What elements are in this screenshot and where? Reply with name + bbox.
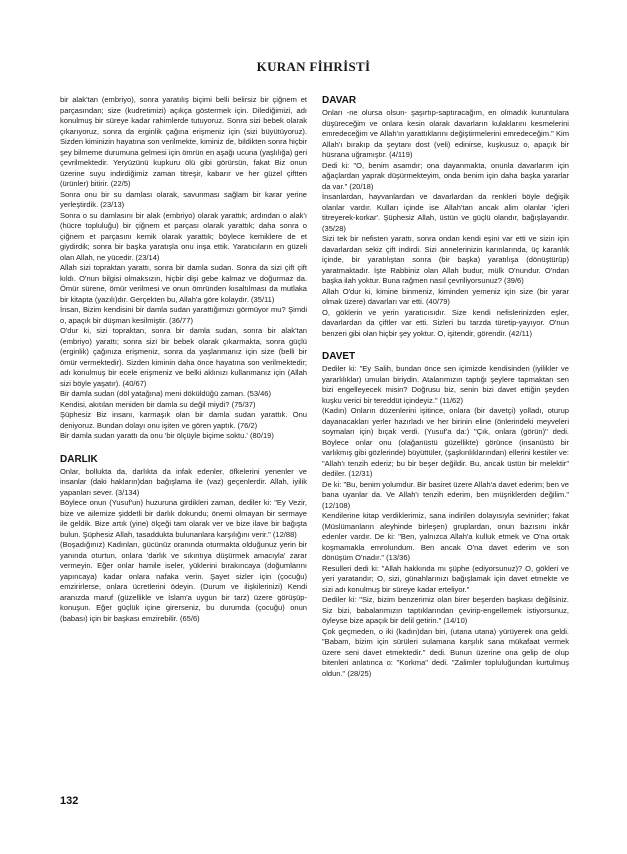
- paragraph: De ki: "Bu, benim yolumdur. Bir basiret üzere Allah'a davet ederim; ben ve bana uyanlar da. Ve Allah'ı tenzih ederim, ben müşriklerden değilim." (12/108): [322, 479, 569, 510]
- paragraph: Onları -ne olursa olsun- şaşırtıp-saptıracağım, en olmadık kuruntulara düşüreceğim ve onlara kesin olarak davarların kulaklarını kesmelerini emredeceğim ve Allah'ın yarattıklarını değiştirmelerini emredeceğim." Kim Allah'ı bırakıp da şeytanı dost (veli) edinirse, kuşkusuz o, apaçık bir hüsrana uğramıştır. (4/119): [322, 108, 569, 159]
- page-number: 132: [60, 795, 79, 807]
- section-spacer: [322, 339, 569, 351]
- paragraph: Dediler ki: "Siz, bizim benzerimiz olan birer beşerden başkası değilsiniz. Siz bizi, babalarımızın taptıklarından çevirip-engellemek istiyorsunuz, öyleyse bize apaçık bir delil getirin." (14/10): [322, 595, 569, 625]
- section-davet: [322, 351, 569, 679]
- paragraph: O'dur ki, sizi topraktan, sonra bir damla sudan, sonra bir alak'tan (embriyo) yarattı; sonra sizi bir bebek olarak çıkarmakta, sonra güçlü (erginlik) çağınıza erişmeniz, sonra da yaşlanmanız için size (belli bir ömür vermektedir). Sizden kiminin daha önce hayatına son verilmektedir; adı konulmuş bir ecele erişmeniz ve belki aklınızı kullanmanız için (Allah sizi böyle yaşatır). (40/67): [60, 326, 307, 388]
- paragraph: Şüphesiz Biz insanı, karmaşık olan bir damla sudan yarattık. Onu deniyoruz. Bundan dolayı onu işiten ve gören yaptık. (76/2): [60, 410, 307, 430]
- paragraph: Çok geçmeden, o iki (kadın)dan biri, (utana utana) yürüyerek ona geldi. "Babam, bizim için sürüleri sulamana karşılık sana mükafaat vermek üzere seni davet etmektedir." dedi. Bunun üzerine ona gelip de olup bitenleri anlatınca o: "Korkma" dedi. "Zalimler topluluğundan kurtulmuş oldun." (28/25): [322, 626, 569, 678]
- section-heading: DAVET: [322, 351, 356, 362]
- paragraph: (Boşadığınız) Kadınları, gücünüz oranında oturmakta olduğunuz yerin bir yanında oturtun, onlara 'darlık ve sıkıntıya düşürmek amacıyla' zarar vermeyin. Eğer onlar hamile iseler, yüklerini bırakıncaya (doğumlarını yapıncaya) kadar onlara nafaka verin. Şayet sizler için (çocuğu) emzirirlerse, onlara ücretlerini ödeyin. (Durum ve ilişkilerinizi) Kendi aranızda maruf (güzellikle ve İslam'a uygun bir tarz) üzere görüşüp-konuşun. Eğer güçlük içine girerseniz, bu durumda (çocuğu) onun (babası) için bir başkası emzirebilir. (65/6): [60, 540, 307, 623]
- paragraph: Böylece onun (Yusuf'un) huzuruna girdikleri zaman, dediler ki: "Ey Vezir, bize ve ailemize şiddetli bir darlık dokundu; önemi olmayan bir sermaye ile geldik. Bize artık (yine) ölçeği tam olarak ver ve bize ilave bir bağışta bulun. Şüphesiz Allah, tasaddukta bulunanlara karşılığını verir." (12/88): [60, 498, 307, 539]
- paragraph: Kendilerine kitap verdiklerimiz, sana indirilen dolayısıyla sevinirler; fakat (Müslümanların aleyhinde birleşen) gruplardan, onun bazısını inkâr edenler vardır. De ki: "Ben, yalnızca Allah'a kulluk etmek ve O'na ortak koşmamakla emrolundum. Ben ancak O'na davet ederim ve son dönüşüm O'nadır." (13/36): [322, 511, 569, 562]
- right-column: [322, 95, 569, 679]
- paragraph: Sonra onu bir su damlası olarak, savunması sağlam bir karar yerine yerleştirdik. (23/13): [60, 189, 307, 209]
- paragraph: Resulleri dedi ki: "Allah hakkında mı şüphe (ediyorsunuz)? O, gökleri ve yeri yaratandır; O, sizi, günahlarınızı bağışlamak için davet etmekte ve sizi adı konulmuş bir süreye kadar erteliyor.": [322, 563, 569, 594]
- section-heading: DARLIK: [60, 453, 98, 465]
- section-spacer: [60, 442, 307, 454]
- paragraph: Dediler ki: "Ey Salih, bundan önce sen içimizde kendisinden (iyilikler ve yararlılıklar) umulan biriydin. Atalarımızın taptığı şeylere tapmaktan sen bizi engelleyecek misin? Doğrusu biz, senin bizi davet ettiğin şeyden kuşku verici bir tereddüt içindeyiz." (11/62): [322, 364, 569, 405]
- paragraph: Dedi ki: "O, benim asamdır; ona dayanmakta, onunla davarlarım için ağaçlardan yaprak düşürmekteyim, onda benim için daha başka yararlar da var." (20/18): [322, 160, 569, 191]
- paragraph: Bir damla sudan yarattı da onu 'bir ölçüyle biçime soktu.' (80/19): [60, 431, 274, 440]
- paragraph: Allah O'dur ki, kimine binmeniz, kiminden yemeniz için size (bir yarar olmak üzere) davarları var etti. (40/79): [322, 286, 569, 306]
- paragraph: Kendisi, akıtılan meniden bir damla su değil miydi? (75/37): [60, 399, 256, 409]
- section-heading: DAVAR: [322, 95, 357, 106]
- section-davar: [322, 95, 569, 339]
- paragraph: Onlar, bollukta da, darlıkta da infak edenler, öfkelerini yenenler ve insanlar (daki hakların)dan bağışlama ile (vaz) geçenlerdir. Allah, iyilik yapanları sever. (3/134): [60, 466, 307, 497]
- paragraph: Bir damla sudan (döl yatağına) meni döküldüğü zaman. (53/46): [60, 389, 272, 398]
- page-header-title: KURAN FİHRİSTİ: [256, 59, 371, 74]
- paragraph: Sizi tek bir nefisten yarattı, sonra ondan kendi eşini var etti ve sizin için davarlardan sekiz çift indirdi. Sizi annelerinizin karınlarında, üç karanlık içinde, bir yaratılıştan sonra (bir başka) yaratılışa (dönüştürüp) yaratmaktadır. İşte Rabbiniz olan Allah budur, mülk O'nundur. O'ndan başka ilah yoktur. Buna rağmen nasıl çevriliyorsunuz? (39/6): [322, 234, 569, 285]
- paragraph: Sonra o su damlasını bir alak (embriyo) olarak yarattık; ardından o alak'ı (hücre topluluğu) bir çiğnem et parçası olarak yarattık; daha sonra o çiğnem et parçasını kemik olarak yarattık; böylece kemiklere de et giydirdik; sonra bir başka yaratışla onu inşa ettik. Yaratıcıların en güzeli olan Allah, ne yücedir. (23/14): [60, 210, 307, 262]
- paragraph: O, göklerin ve yerin yaratıcısıdır. Size kendi nefislerinizden eşler, davarlardan da çiftler var etti. Sizleri bu tarzda türetip-yayıyor. O'nun benzeri gibi olan hiçbir şey yoktur. O, işitendir, görendir. (42/11): [322, 307, 569, 338]
- left-column: [60, 95, 307, 624]
- paragraph: İnsanlardan, hayvanlardan ve davarlardan da renkleri böyle değişik olanlar vardır. Kulları içinde ise Allah'tan ancak alim olanlar 'içleri titreyerek-korkar'. Şüphesiz Allah, üstün ve güçlü olandır, bağışlayandır. (35/28): [322, 192, 569, 233]
- paragraph: bir alak'tan (embriyo), sonra yaratılış biçimi belli belirsiz bir çiğnem et parçasından; size (kudretimizi) açıkça göstermek için. Dilediğimizi, adı konulmuş bir süreye kadar rahimlerde tutuyoruz. Sonra sizi bebek olarak çıkarıyoruz, sonra da erginlik çağına erişmeniz için (sizi büyütüyoruz). Sizden kiminizin hayatına son verilmekte, kiminiz de, bildikten sonra hiçbir şey bilmeme durumuna gelmesi için ömrün en aşağı ucuna (yaşlılığa) geri çevrilmektedir. Yeryüzünü kupkuru ölü gibi görürsün, fakat Biz onun üzerine suyu indirdiğimiz zaman titreşir, kabarır ve her güzel çiftten (ürünler) bitirir. (22/5): [60, 95, 307, 188]
- paragraph: İnsan, Bizim kendisini bir damla sudan yarattığımızı görmüyor mu? Şimdi o, apaçık bir düşman kesilmiştir. (36/77): [60, 305, 307, 325]
- paragraph: Allah sizi topraktan yarattı, sonra bir damla sudan. Sonra da sizi çift çift kıldı. O'nun bilgisi olmaksızın, hiçbir dişi gebe kalmaz ve doğurmaz da. Ömür sürene, ömür verilmesi ve onun ömründen kısaltılması da mutlaka bir kitapta (yazılı)dır. Gerçekten bu, Allah'a göre kolaydır. (35/11): [60, 263, 307, 304]
- section-darlik: [60, 454, 307, 625]
- paragraph: (Kadın) Onların düzenlerini işitince, onlara (bir davetçi) yolladı, oturup dayanacakları yerler hazırladı ve her birinin eline (önlerindeki meyveleri soymaları için) bıçak verdi. (Yusuf'a da:) "Çık, onlara (görün)" dedi. Böylece onlar onu (olağanüstü güzellikte) görünce (insanüstü bir varlıkmış gibi gözlerinde) büyüttüler, (şaşkınlıklarından) ellerini kestiler ve: "Allah'ı tenzih ederiz; bu bir beşer değildir. Bu, ancak üstün bir melektir" dediler. (12/31): [322, 406, 569, 478]
